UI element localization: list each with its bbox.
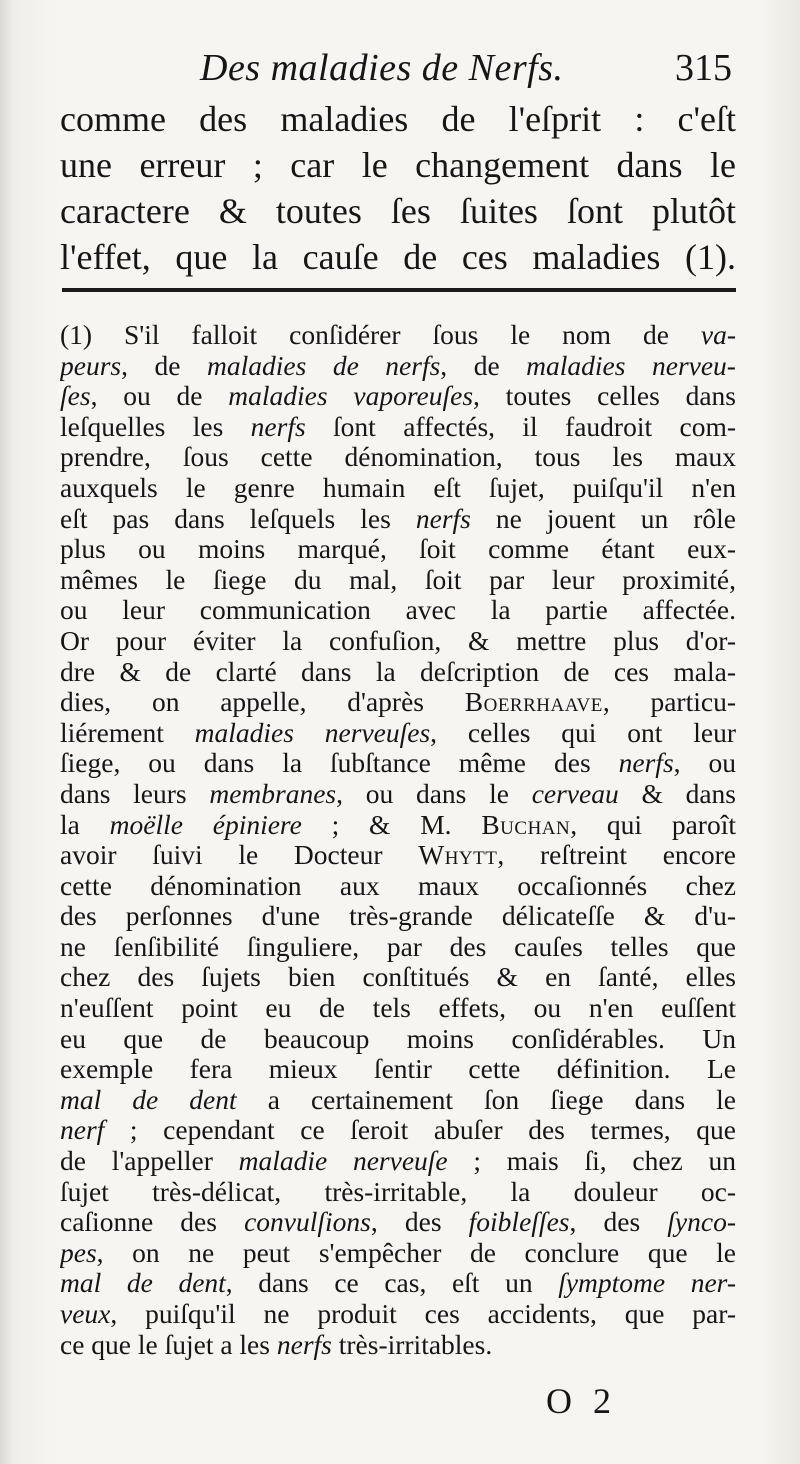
- italic-term: va-: [700, 320, 736, 350]
- footnote-text: , de: [440, 350, 527, 381]
- italic-term: ſynco-: [667, 1207, 736, 1238]
- footnote-line: [60, 534, 736, 565]
- footnote-line: [60, 595, 736, 626]
- footnote-text: ſujet très-délicat, très-irritable, la douleur oc-: [60, 1176, 736, 1207]
- italic-term: foibleſſes: [468, 1207, 570, 1238]
- footnote-line: [60, 1024, 736, 1055]
- italic-term: nerfs: [250, 411, 306, 442]
- italic-term: peurs: [60, 350, 122, 381]
- italic-term: maladies de nerfs: [207, 350, 441, 381]
- footnote-text: , dans ce cas, eſt un: [225, 1268, 559, 1299]
- footnote-text: & dans: [618, 778, 736, 809]
- footnote-line: [60, 320, 736, 351]
- footnote-text: a certainement ſon ſiege dans le: [236, 1084, 736, 1115]
- footnote-text: , de: [121, 350, 207, 381]
- footnote-text: ; cependant ce ſeroit abuſer des termes, que: [104, 1115, 736, 1146]
- main-text-block: [60, 96, 736, 280]
- footnote-text: ce que le ſujet a les: [60, 1329, 277, 1360]
- italic-term: ſymptome ner-: [558, 1268, 736, 1299]
- footnote-text: de l'appeller: [60, 1146, 239, 1177]
- page-number: 315: [675, 47, 732, 89]
- footnote-text: ne ſenſibilité ſinguliere, par des cauſes telles que: [60, 931, 736, 962]
- footnote-text: (1) S'il falloit conſidérer ſous le nom de: [60, 320, 701, 350]
- italic-term: mal de dent: [60, 1268, 226, 1299]
- footnote-line: [60, 962, 736, 993]
- footnote-text: eſt pas dans leſquels les: [60, 503, 416, 534]
- italic-term: pes: [60, 1237, 97, 1268]
- footnote-line: [60, 381, 736, 412]
- author-name: Boerrhaave: [464, 687, 603, 718]
- footnote-line: [60, 901, 736, 932]
- author-name: Whytt: [418, 840, 498, 871]
- footnote-text: la: [60, 809, 110, 840]
- footnote-text: , qui paroît: [570, 809, 736, 840]
- footnote-text: des perſonnes d'une très-grande délicateſſe & d'u-: [60, 901, 736, 932]
- footnote-line: [60, 779, 736, 810]
- footnote-line: [60, 1054, 736, 1085]
- footnote-line: [60, 504, 736, 535]
- author-name: Buchan: [481, 809, 571, 840]
- footnote-text: leſquelles les: [60, 411, 251, 442]
- running-head: [60, 40, 740, 96]
- running-title: Des maladies de Nerfs.: [200, 47, 564, 89]
- footnote-line: [60, 473, 736, 504]
- footnote-line: [60, 1299, 736, 1330]
- footnote-text: chez des ſujets bien conſtitués & en ſanté, elles: [60, 962, 736, 993]
- footnote-text: cette dénomination aux maux occaſionnés chez: [60, 870, 736, 901]
- italic-term: mal de dent: [60, 1084, 237, 1115]
- footnote-text: , particu-: [602, 687, 736, 718]
- footnote-text: n'euſſent point eu de tels effets, ou n'en euſſent: [60, 993, 736, 1024]
- footnote-text: ſont affectés, il faudroit com-: [305, 411, 736, 442]
- footnote-text: ; & M.: [301, 809, 482, 840]
- footnote-text: ; mais ſi, chez un: [447, 1146, 736, 1177]
- footnote-line: [60, 1330, 736, 1361]
- main-text-line: comme des maladies de l'eſprit : c'eſt: [60, 99, 736, 139]
- footnote-text: ne jouent un rôle: [470, 503, 736, 534]
- footnote-text: , ou dans le: [336, 778, 532, 809]
- footnote-line: [60, 718, 736, 749]
- footnote-line: [60, 1177, 736, 1208]
- footnote-line: [60, 748, 736, 779]
- footnote-line: [60, 687, 736, 718]
- footnote-line: [60, 871, 736, 902]
- main-text-line: caractere & toutes ſes ſuites ſont plutôt: [60, 191, 736, 231]
- footnote-text: auxquels le genre humain eſt ſujet, puiſqu'il n'en: [60, 472, 736, 503]
- italic-term: membranes: [209, 778, 337, 809]
- footnote-line: [60, 565, 736, 596]
- italic-term: convulſions: [244, 1207, 371, 1238]
- footnote-text: dre & de clarté dans la deſcription de ces mala-: [60, 656, 736, 687]
- footnote-text: , reſtreint encore: [497, 840, 736, 871]
- footnote-text: exemple fera mieux ſentir cette définition. Le: [60, 1054, 736, 1085]
- footnote-separator-rule: [62, 288, 736, 292]
- italic-term: nerfs: [276, 1329, 332, 1360]
- italic-term: veux: [60, 1299, 111, 1329]
- footnote-text: très-irritables.: [331, 1329, 493, 1360]
- main-text-line: une erreur ; car le changement dans le: [60, 145, 736, 185]
- footnote-text: caſionne des: [60, 1207, 245, 1238]
- italic-term: cerveau: [531, 778, 619, 809]
- footnote-text: Or pour éviter la confuſion, & mettre plus d'or-: [60, 625, 736, 656]
- footnote-text: , celles qui ont leur: [430, 717, 736, 748]
- footnote-text: avoir ſuivi le Docteur: [60, 840, 419, 871]
- footnote-text: mêmes le ſiege du mal, ſoit par leur proximité,: [60, 564, 736, 595]
- footnote-text: plus ou moins marqué, ſoit comme étant eux-: [60, 534, 736, 565]
- italic-term: maladies vaporeuſes: [228, 381, 474, 412]
- footnote-text: ou leur communication avec la partie affectée.: [60, 595, 736, 626]
- italic-term: maladies nerveu-: [526, 350, 736, 381]
- footnote-text: ſiege, ou dans la ſubſtance même des: [60, 748, 619, 779]
- footnote-line: [60, 1115, 736, 1146]
- footnote-text: , on ne peut s'empêcher de conclure que le: [96, 1237, 736, 1268]
- footnote-text: , des: [569, 1207, 668, 1238]
- footnote-text: dans leurs: [60, 778, 210, 809]
- footnote-line: [60, 412, 736, 443]
- footnote-text: , ou: [673, 748, 736, 779]
- footnote-text: dies, on appelle, d'après: [60, 687, 465, 718]
- footnote-line: [60, 1238, 736, 1269]
- footnote-text: , toutes celles dans: [473, 381, 736, 412]
- footnote-line: [60, 1207, 736, 1238]
- italic-term: maladies nerveuſes: [194, 717, 431, 748]
- footnote-line: [60, 1085, 736, 1116]
- footnote-line: [60, 1146, 736, 1177]
- footnote-line: [60, 351, 736, 382]
- footnote-text: , puiſqu'il ne produit ces accidents, que par-: [110, 1299, 736, 1329]
- footnote-text: , ou de: [90, 381, 229, 412]
- footnote-text: liérement: [60, 717, 195, 748]
- italic-term: nerf: [60, 1115, 105, 1146]
- footnote-text: , des: [370, 1207, 469, 1238]
- italic-term: maladie nerveuſe: [238, 1146, 448, 1177]
- footnote-line: [60, 993, 736, 1024]
- footnote-block: [60, 320, 736, 1360]
- footnote-line: [60, 657, 736, 688]
- italic-term: moëlle épiniere: [109, 809, 302, 840]
- main-text-line: l'effet, que la cauſe de ces maladies (1).: [60, 237, 736, 277]
- signature-mark: O 2: [546, 1381, 617, 1421]
- footnote-line: [60, 626, 736, 657]
- italic-term: nerfs: [415, 503, 471, 534]
- footnote-line: [60, 1268, 736, 1299]
- footnote-line: [60, 810, 736, 841]
- footnote-text: eu que de beaucoup moins conſidérables. Un: [60, 1023, 736, 1054]
- footnote-line: [60, 442, 736, 473]
- italic-term: ſes: [60, 381, 91, 412]
- footnote-text: prendre, ſous cette dénomination, tous les maux: [60, 442, 736, 473]
- footnote-line: [60, 840, 736, 871]
- footnote-line: [60, 932, 736, 963]
- italic-term: nerfs: [618, 748, 674, 779]
